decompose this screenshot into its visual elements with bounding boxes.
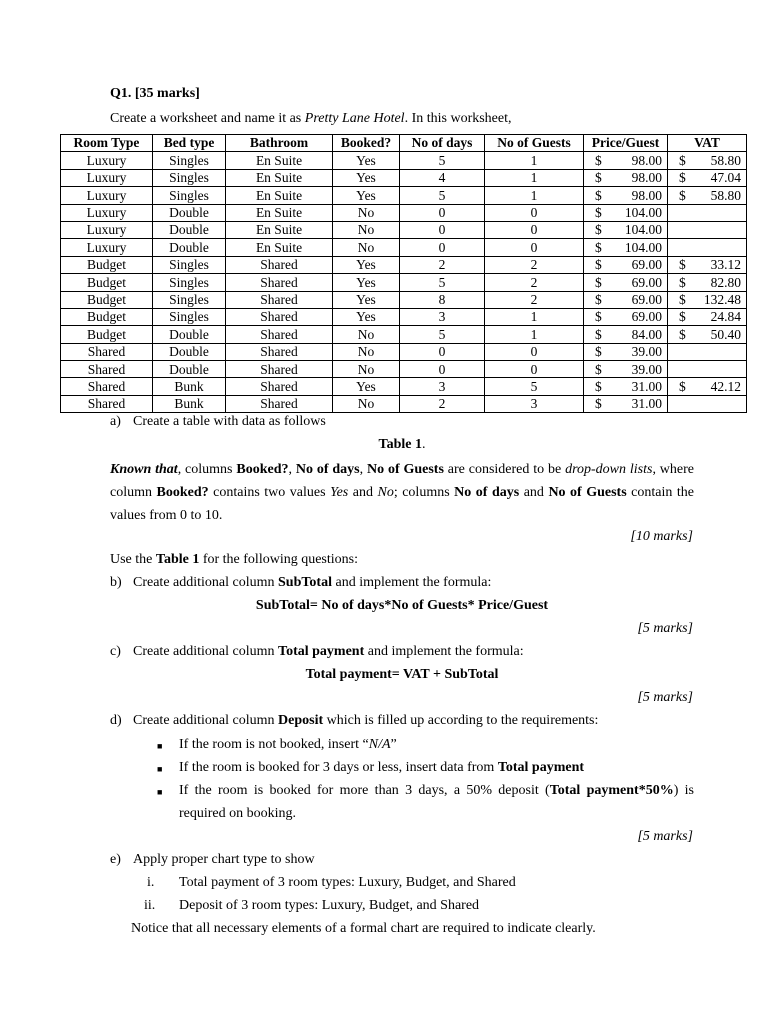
cell-booked: Yes (333, 256, 400, 273)
notice-text: Notice that all necessary elements of a formal chart are required to indicate clearly. (131, 921, 596, 936)
part-c-bold: Total payment (278, 644, 365, 659)
cell-booked: Yes (333, 291, 400, 308)
cell-booked: Yes (333, 378, 400, 395)
currency-symbol: $ (595, 344, 602, 360)
col-booked: Booked? (236, 462, 289, 477)
bullet3-before: If the room is booked for more than 3 days, a 50% deposit ( (179, 783, 550, 798)
cell-bathroom: En Suite (226, 204, 333, 221)
cell-no-of-guests: 1 (485, 152, 584, 169)
amount: 69.00 (631, 257, 662, 273)
cell-bed-type: Singles (153, 308, 226, 325)
cell-no-of-guests: 1 (485, 187, 584, 204)
cell-bed-type: Double (153, 221, 226, 238)
use-table-bold: Table 1 (155, 552, 200, 567)
amount: 132.48 (703, 291, 741, 307)
total-payment-formula: Total payment= VAT + SubTotal (305, 667, 499, 682)
cell-no-of-days: 0 (400, 239, 485, 256)
table-row (61, 152, 747, 169)
cell-vat (668, 378, 747, 395)
cell-room-type: Luxury (61, 221, 153, 238)
amount: 104.00 (624, 205, 662, 220)
cell-price-guest (584, 308, 668, 325)
part-b-text (133, 575, 491, 591)
currency-symbol: $ (679, 309, 686, 325)
cell-vat (668, 343, 747, 360)
cell-room-type: Luxury (61, 152, 153, 169)
cell-vat (668, 291, 747, 308)
cell-no-of-days: 2 (400, 395, 485, 412)
amount: 104.00 (624, 222, 662, 238)
currency-symbol: $ (595, 187, 602, 203)
table-row (61, 378, 747, 395)
cell-no-of-days: 8 (400, 291, 485, 308)
part-c-before: Create additional column (133, 644, 279, 659)
use-table-after: for the following questions: (199, 552, 358, 567)
cell-vat (668, 204, 747, 221)
table-caption-bold: Table 1 (378, 437, 422, 452)
cell-bathroom: Shared (226, 291, 333, 308)
bullet2-bold: Total payment (497, 760, 585, 775)
cell-bathroom: En Suite (226, 221, 333, 238)
table-row (61, 239, 747, 256)
cell-bed-type: Singles (153, 291, 226, 308)
cell-no-of-guests: 2 (485, 256, 584, 273)
part-b-bold: SubTotal (278, 575, 332, 590)
part-e-text: Apply proper chart type to show (133, 852, 315, 867)
cell-price-guest (584, 221, 668, 238)
currency-symbol: $ (679, 274, 686, 290)
table-body (61, 152, 747, 413)
part-e-sub-i-text: Total payment of 3 room types: Luxury, Budget, and Shared (179, 875, 516, 890)
hotel-name: Pretty Lane Hotel (304, 111, 405, 126)
currency-symbol: $ (679, 257, 686, 273)
currency-symbol: $ (595, 239, 602, 255)
cell-bed-type: Double (153, 343, 226, 360)
amount: 98.00 (631, 152, 662, 168)
currency-symbol: $ (679, 378, 686, 394)
part-b-after: and implement the formula: (331, 575, 492, 590)
cell-bathroom: En Suite (226, 187, 333, 204)
part-b-label: b) (110, 575, 122, 590)
header-no-of-days: No of days (400, 135, 485, 152)
table-row (61, 169, 747, 186)
cell-room-type: Budget (61, 326, 153, 343)
cell-room-type: Shared (61, 395, 153, 412)
cell-price-guest (584, 361, 668, 378)
table-row (61, 361, 747, 378)
table-header-row (61, 135, 747, 152)
cell-bed-type: Singles (153, 187, 226, 204)
cell-no-of-guests: 0 (485, 361, 584, 378)
cell-booked: Yes (333, 187, 400, 204)
amount: 104.00 (624, 239, 662, 255)
cell-no-of-days: 0 (400, 221, 485, 238)
part-a-marks: [10 marks] (630, 529, 693, 544)
header-price-guest: Price/Guest (584, 135, 668, 152)
table-caption-end: . (421, 437, 426, 452)
header-no-of-guests: No of Guests (485, 135, 584, 152)
part-b-marks: [5 marks] (637, 621, 693, 636)
cell-vat (668, 361, 747, 378)
dropdown-lists: drop-down lists (565, 462, 653, 477)
bullet-long-stay (179, 779, 694, 825)
col-days: No of days (295, 462, 360, 477)
bullet1-after: ” (390, 737, 397, 752)
part-b-before: Create additional column (133, 575, 279, 590)
cell-booked: No (333, 326, 400, 343)
value-yes: Yes (330, 485, 349, 500)
cell-vat (668, 395, 747, 412)
cell-no-of-guests: 2 (485, 291, 584, 308)
cell-no-of-guests: 1 (485, 169, 584, 186)
table-row (61, 204, 747, 221)
currency-symbol: $ (595, 326, 602, 342)
header-bathroom: Bathroom (226, 135, 333, 152)
amount: 39.00 (631, 361, 662, 377)
intro-after: . In this worksheet, (404, 111, 512, 126)
cell-bathroom: Shared (226, 378, 333, 395)
para-text: and (519, 485, 549, 500)
part-d-before: Create additional column (133, 713, 279, 728)
header-bed-type: Bed type (153, 135, 226, 152)
part-d-after: which is filled up according to the requirements: (323, 713, 599, 728)
cell-no-of-days: 0 (400, 204, 485, 221)
cell-vat (668, 187, 747, 204)
cell-booked: No (333, 239, 400, 256)
value-no: No (377, 485, 394, 500)
cell-no-of-guests: 0 (485, 239, 584, 256)
table-row (61, 256, 747, 273)
cell-booked: No (333, 361, 400, 378)
amount: 58.80 (710, 187, 741, 203)
cell-no-of-guests: 0 (485, 204, 584, 221)
para-text: contain the values from 0 to 10. (110, 485, 694, 523)
currency-symbol: $ (595, 309, 602, 325)
amount: 69.00 (631, 291, 662, 307)
header-room-type: Room Type (61, 135, 153, 152)
amount: 39.00 (631, 344, 662, 360)
cell-room-type: Luxury (61, 187, 153, 204)
cell-vat (668, 256, 747, 273)
cell-room-type: Budget (61, 308, 153, 325)
cell-no-of-days: 3 (400, 308, 485, 325)
currency-symbol: $ (595, 396, 602, 412)
bullet-icon: ■ (157, 741, 163, 751)
cell-no-of-days: 5 (400, 274, 485, 291)
cell-vat (668, 239, 747, 256)
col-guests: No of Guests (366, 462, 444, 477)
amount: 58.80 (710, 152, 741, 168)
cell-vat (668, 274, 747, 291)
bullet1-na: N/A (368, 737, 391, 752)
cell-bathroom: Shared (226, 361, 333, 378)
cell-bed-type: Singles (153, 256, 226, 273)
known-that: Known that (110, 462, 178, 477)
amount: 69.00 (631, 274, 662, 290)
bullet-short-stay (179, 756, 694, 779)
intro-before: Create a worksheet and name it as (110, 111, 305, 126)
currency-symbol: $ (679, 326, 686, 342)
bullet-not-booked (179, 733, 694, 756)
currency-symbol: $ (595, 291, 602, 307)
cell-room-type: Luxury (61, 169, 153, 186)
table-row (61, 308, 747, 325)
cell-no-of-guests: 1 (485, 326, 584, 343)
cell-bed-type: Double (153, 239, 226, 256)
cell-price-guest (584, 256, 668, 273)
cell-bed-type: Double (153, 361, 226, 378)
currency-symbol: $ (595, 152, 602, 168)
para-text: , (359, 462, 367, 477)
col-days: No of days (454, 485, 520, 500)
cell-booked: Yes (333, 274, 400, 291)
bullet2-before: If the room is booked for 3 days or less, insert data from (179, 760, 498, 775)
amount: 69.00 (631, 309, 662, 325)
cell-bathroom: Shared (226, 395, 333, 412)
cell-room-type: Shared (61, 343, 153, 360)
cell-no-of-guests: 5 (485, 378, 584, 395)
cell-vat (668, 326, 747, 343)
cell-bathroom: Shared (226, 308, 333, 325)
cell-room-type: Luxury (61, 239, 153, 256)
amount: 42.12 (710, 378, 741, 394)
cell-booked: Yes (333, 308, 400, 325)
cell-bed-type: Singles (153, 152, 226, 169)
col-booked: Booked? (156, 485, 209, 500)
cell-bathroom: Shared (226, 326, 333, 343)
cell-room-type: Budget (61, 291, 153, 308)
cell-price-guest (584, 239, 668, 256)
subtotal-formula: SubTotal= No of days*No of Guests* Price/Guest (255, 598, 549, 613)
cell-no-of-days: 0 (400, 343, 485, 360)
cell-room-type: Luxury (61, 204, 153, 221)
amount: 24.84 (710, 309, 741, 325)
para-text: ; columns (393, 485, 455, 500)
para-text: , (288, 462, 296, 477)
cell-price-guest (584, 152, 668, 169)
part-a-text: Create a table with data as follows (133, 414, 326, 429)
cell-bed-type: Singles (153, 169, 226, 186)
para-text: are considered to be (443, 462, 566, 477)
cell-no-of-guests: 1 (485, 308, 584, 325)
cell-no-of-days: 2 (400, 256, 485, 273)
para-text: , where column (110, 462, 694, 500)
part-c-text (133, 644, 524, 660)
cell-price-guest (584, 187, 668, 204)
header-vat: VAT (668, 135, 747, 152)
part-c-after: and implement the formula: (364, 644, 524, 659)
table-row (61, 274, 747, 291)
cell-bathroom: En Suite (226, 152, 333, 169)
cell-bathroom: En Suite (226, 239, 333, 256)
amount: 31.00 (631, 396, 662, 412)
bullet-icon: ■ (157, 787, 163, 797)
table-row (61, 291, 747, 308)
cell-bed-type: Double (153, 326, 226, 343)
col-guests: No of Guests (548, 485, 627, 500)
bullet3-bold: Total payment*50% (549, 783, 674, 798)
cell-price-guest (584, 326, 668, 343)
cell-vat (668, 308, 747, 325)
currency-symbol: $ (679, 170, 686, 186)
currency-symbol: $ (595, 274, 602, 290)
part-d-text (133, 713, 598, 729)
currency-symbol: $ (679, 187, 686, 203)
part-a-label: a) (110, 414, 121, 429)
bullet3-after: ) is required on booking. (179, 783, 694, 821)
currency-symbol: $ (679, 291, 686, 307)
cell-booked: No (333, 395, 400, 412)
part-e-sub-ii-text: Deposit of 3 room types: Luxury, Budget, and Shared (179, 898, 480, 913)
currency-symbol: $ (595, 378, 602, 394)
cell-no-of-days: 5 (400, 152, 485, 169)
cell-booked: No (333, 343, 400, 360)
cell-no-of-days: 5 (400, 326, 485, 343)
cell-bed-type: Bunk (153, 378, 226, 395)
cell-vat (668, 221, 747, 238)
cell-bathroom: Shared (226, 274, 333, 291)
cell-no-of-days: 3 (400, 378, 485, 395)
cell-bathroom: Shared (226, 256, 333, 273)
cell-price-guest (584, 169, 668, 186)
table-row (61, 395, 747, 412)
cell-price-guest (584, 204, 668, 221)
part-c-marks: [5 marks] (637, 690, 693, 705)
cell-no-of-days: 4 (400, 169, 485, 186)
header-booked: Booked? (333, 135, 400, 152)
question-title: Q1. [35 marks] (110, 86, 200, 101)
amount: 33.12 (710, 257, 741, 273)
cell-no-of-guests: 0 (485, 343, 584, 360)
table-row (61, 343, 747, 360)
currency-symbol: $ (595, 257, 602, 273)
use-table-line (110, 552, 358, 568)
part-d-label: d) (110, 713, 122, 728)
currency-symbol: $ (595, 361, 602, 377)
cell-booked: Yes (333, 169, 400, 186)
table-caption (110, 437, 694, 453)
amount: 31.00 (631, 378, 662, 394)
cell-booked: Yes (333, 152, 400, 169)
cell-room-type: Shared (61, 378, 153, 395)
cell-price-guest (584, 343, 668, 360)
bullet1-before: If the room is not booked, insert “ (179, 737, 369, 752)
cell-price-guest (584, 291, 668, 308)
cell-no-of-guests: 0 (485, 221, 584, 238)
cell-bed-type: Singles (153, 274, 226, 291)
cell-room-type: Budget (61, 256, 153, 273)
cell-no-of-guests: 2 (485, 274, 584, 291)
known-that-paragraph (110, 458, 694, 527)
cell-vat (668, 152, 747, 169)
amount: 84.00 (631, 326, 662, 342)
amount: 98.00 (631, 187, 662, 203)
cell-price-guest (584, 274, 668, 291)
currency-symbol: $ (595, 205, 602, 220)
part-e-sub-ii-label: ii. (144, 898, 156, 913)
cell-bed-type: Bunk (153, 395, 226, 412)
part-e-label: e) (110, 852, 121, 867)
cell-room-type: Budget (61, 274, 153, 291)
amount: 47.04 (710, 170, 741, 186)
cell-bed-type: Double (153, 204, 226, 221)
bullet-icon: ■ (157, 764, 163, 774)
cell-price-guest (584, 395, 668, 412)
cell-bathroom: En Suite (226, 169, 333, 186)
cell-booked: No (333, 204, 400, 221)
cell-no-of-days: 0 (400, 361, 485, 378)
intro-text (110, 111, 512, 127)
part-e-sub-i-label: i. (147, 875, 155, 890)
cell-price-guest (584, 378, 668, 395)
currency-symbol: $ (595, 170, 602, 186)
part-d-marks: [5 marks] (637, 829, 693, 844)
amount: 50.40 (710, 326, 741, 342)
para-text: and (348, 485, 378, 500)
hotel-table (60, 134, 747, 413)
para-text: , columns (177, 462, 237, 477)
amount: 98.00 (631, 170, 662, 186)
table-row (61, 187, 747, 204)
table-row (61, 326, 747, 343)
cell-no-of-guests: 3 (485, 395, 584, 412)
currency-symbol: $ (679, 152, 686, 168)
cell-vat (668, 169, 747, 186)
use-table-before: Use the (110, 552, 156, 567)
part-d-bold: Deposit (278, 713, 324, 728)
currency-symbol: $ (595, 222, 602, 238)
cell-no-of-days: 5 (400, 187, 485, 204)
cell-room-type: Shared (61, 361, 153, 378)
amount: 82.80 (710, 274, 741, 290)
cell-booked: No (333, 221, 400, 238)
table-row (61, 221, 747, 238)
part-c-label: c) (110, 644, 121, 659)
para-text: contains two values (208, 485, 331, 500)
cell-bathroom: Shared (226, 343, 333, 360)
